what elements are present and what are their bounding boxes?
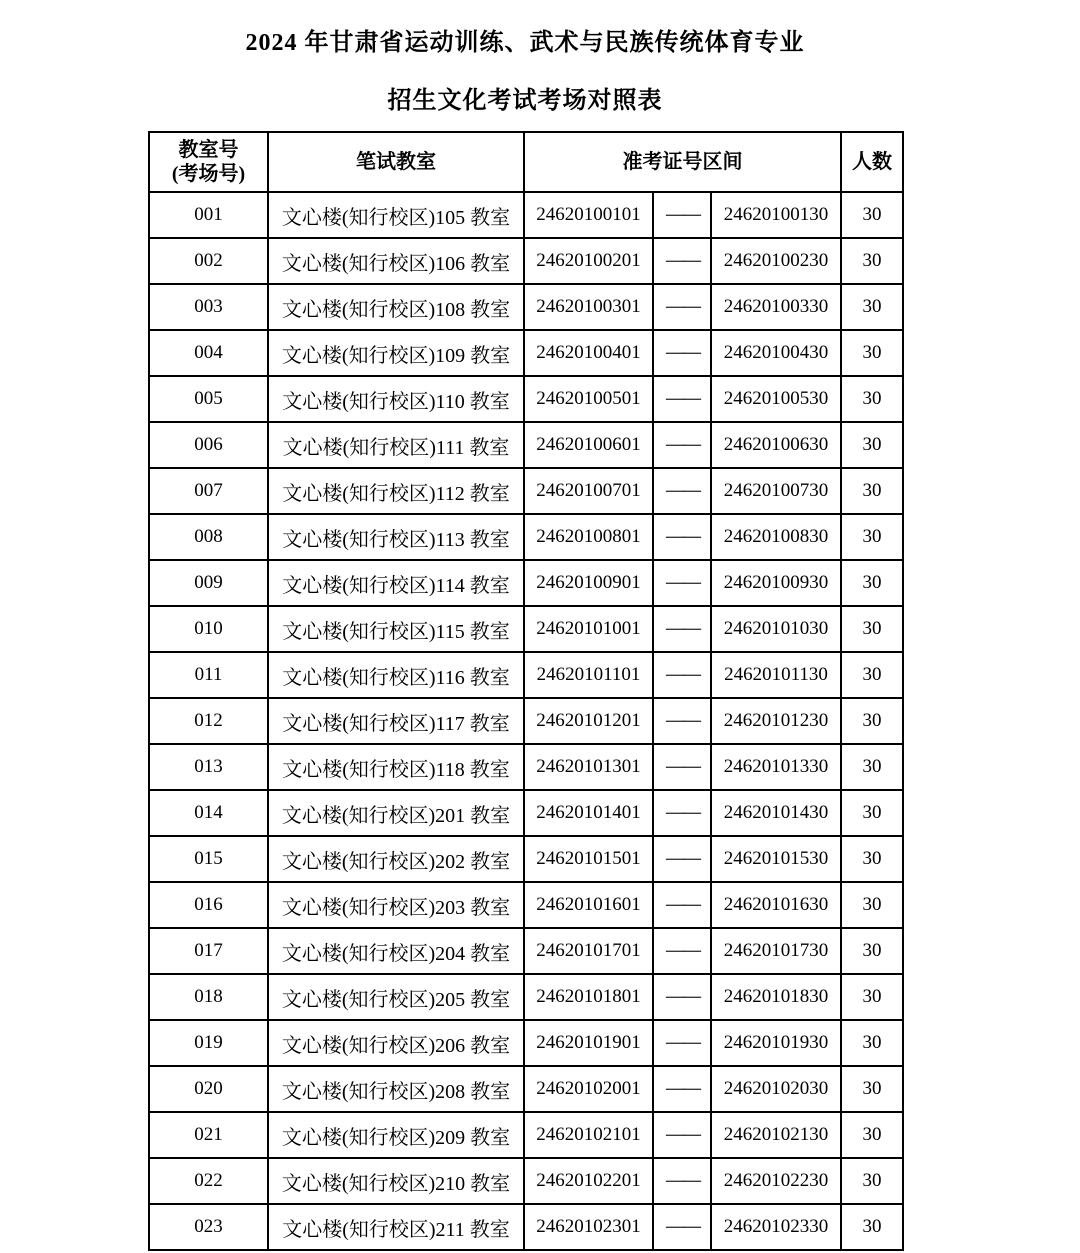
count-cell: 30 bbox=[841, 1020, 903, 1066]
room-number-cell: 006 bbox=[149, 422, 268, 468]
ticket-end-cell: 24620100130 bbox=[711, 192, 841, 238]
room-number-cell: 011 bbox=[149, 652, 268, 698]
count-cell: 30 bbox=[841, 422, 903, 468]
count-cell: 30 bbox=[841, 790, 903, 836]
room-number-cell: 023 bbox=[149, 1204, 268, 1250]
ticket-start-cell: 24620100401 bbox=[524, 330, 653, 376]
ticket-start-cell: 24620102101 bbox=[524, 1112, 653, 1158]
ticket-end-cell: 24620101730 bbox=[711, 928, 841, 974]
count-cell: 30 bbox=[841, 606, 903, 652]
room-number-cell: 002 bbox=[149, 238, 268, 284]
range-dash: —— bbox=[653, 974, 711, 1020]
ticket-start-cell: 24620101201 bbox=[524, 698, 653, 744]
classroom-cell: 文心楼(知行校区)202 教室 bbox=[268, 836, 524, 882]
classroom-cell: 文心楼(知行校区)116 教室 bbox=[268, 652, 524, 698]
room-number-cell: 013 bbox=[149, 744, 268, 790]
classroom-cell: 文心楼(知行校区)201 教室 bbox=[268, 790, 524, 836]
header-room-number-line2: (考场号) bbox=[171, 163, 246, 185]
ticket-end-cell: 24620101830 bbox=[711, 974, 841, 1020]
classroom-cell: 文心楼(知行校区)111 教室 bbox=[268, 422, 524, 468]
ticket-start-cell: 24620101301 bbox=[524, 744, 653, 790]
classroom-cell: 文心楼(知行校区)204 教室 bbox=[268, 928, 524, 974]
count-cell: 30 bbox=[841, 652, 903, 698]
ticket-end-cell: 24620101530 bbox=[711, 836, 841, 882]
ticket-end-cell: 24620100630 bbox=[711, 422, 841, 468]
ticket-end-cell: 24620100530 bbox=[711, 376, 841, 422]
table-row bbox=[149, 1204, 903, 1250]
classroom-cell: 文心楼(知行校区)203 教室 bbox=[268, 882, 524, 928]
count-cell: 30 bbox=[841, 238, 903, 284]
ticket-end-cell: 24620100730 bbox=[711, 468, 841, 514]
room-number-cell: 001 bbox=[149, 192, 268, 238]
table-row bbox=[149, 376, 903, 422]
ticket-start-cell: 24620101401 bbox=[524, 790, 653, 836]
ticket-start-cell: 24620102001 bbox=[524, 1066, 653, 1112]
count-cell: 30 bbox=[841, 1204, 903, 1250]
range-dash: —— bbox=[653, 606, 711, 652]
table-row bbox=[149, 606, 903, 652]
room-number-cell: 010 bbox=[149, 606, 268, 652]
count-cell: 30 bbox=[841, 560, 903, 606]
table-body bbox=[149, 192, 903, 1250]
classroom-cell: 文心楼(知行校区)105 教室 bbox=[268, 192, 524, 238]
range-dash: —— bbox=[653, 928, 711, 974]
header-room-number-line1: 教室号 bbox=[178, 139, 239, 161]
classroom-cell: 文心楼(知行校区)115 教室 bbox=[268, 606, 524, 652]
room-number-cell: 005 bbox=[149, 376, 268, 422]
range-dash: —— bbox=[653, 1112, 711, 1158]
classroom-cell: 文心楼(知行校区)117 教室 bbox=[268, 698, 524, 744]
ticket-end-cell: 24620100830 bbox=[711, 514, 841, 560]
ticket-end-cell: 24620101030 bbox=[711, 606, 841, 652]
ticket-end-cell: 24620101130 bbox=[711, 652, 841, 698]
classroom-cell: 文心楼(知行校区)110 教室 bbox=[268, 376, 524, 422]
table-row bbox=[149, 790, 903, 836]
ticket-start-cell: 24620100101 bbox=[524, 192, 653, 238]
room-number-cell: 022 bbox=[149, 1158, 268, 1204]
ticket-end-cell: 24620100930 bbox=[711, 560, 841, 606]
range-dash: —— bbox=[653, 192, 711, 238]
table-row bbox=[149, 698, 903, 744]
range-dash: —— bbox=[653, 790, 711, 836]
classroom-cell: 文心楼(知行校区)108 教室 bbox=[268, 284, 524, 330]
table-row bbox=[149, 836, 903, 882]
table-row bbox=[149, 882, 903, 928]
ticket-start-cell: 24620100801 bbox=[524, 514, 653, 560]
ticket-start-cell: 24620101001 bbox=[524, 606, 653, 652]
count-cell: 30 bbox=[841, 744, 903, 790]
range-dash: —— bbox=[653, 1204, 711, 1250]
count-cell: 30 bbox=[841, 330, 903, 376]
ticket-start-cell: 24620102301 bbox=[524, 1204, 653, 1250]
range-dash: —— bbox=[653, 284, 711, 330]
count-cell: 30 bbox=[841, 468, 903, 514]
range-dash: —— bbox=[653, 376, 711, 422]
ticket-start-cell: 24620100901 bbox=[524, 560, 653, 606]
classroom-cell: 文心楼(知行校区)118 教室 bbox=[268, 744, 524, 790]
table-row bbox=[149, 468, 903, 514]
range-dash: —— bbox=[653, 1066, 711, 1112]
ticket-end-cell: 24620101330 bbox=[711, 744, 841, 790]
classroom-cell: 文心楼(知行校区)112 教室 bbox=[268, 468, 524, 514]
count-cell: 30 bbox=[841, 928, 903, 974]
ticket-start-cell: 24620101501 bbox=[524, 836, 653, 882]
ticket-end-cell: 24620101430 bbox=[711, 790, 841, 836]
header-count: 人数 bbox=[841, 132, 903, 192]
count-cell: 30 bbox=[841, 1158, 903, 1204]
ticket-start-cell: 24620100601 bbox=[524, 422, 653, 468]
room-number-cell: 012 bbox=[149, 698, 268, 744]
range-dash: —— bbox=[653, 468, 711, 514]
range-dash: —— bbox=[653, 836, 711, 882]
classroom-cell: 文心楼(知行校区)205 教室 bbox=[268, 974, 524, 1020]
ticket-end-cell: 24620101930 bbox=[711, 1020, 841, 1066]
room-number-cell: 007 bbox=[149, 468, 268, 514]
ticket-end-cell: 24620101230 bbox=[711, 698, 841, 744]
count-cell: 30 bbox=[841, 1112, 903, 1158]
count-cell: 30 bbox=[841, 284, 903, 330]
range-dash: —— bbox=[653, 514, 711, 560]
range-dash: —— bbox=[653, 652, 711, 698]
classroom-cell: 文心楼(知行校区)106 教室 bbox=[268, 238, 524, 284]
classroom-cell: 文心楼(知行校区)209 教室 bbox=[268, 1112, 524, 1158]
ticket-end-cell: 24620100330 bbox=[711, 284, 841, 330]
table-row bbox=[149, 1020, 903, 1066]
room-number-cell: 008 bbox=[149, 514, 268, 560]
ticket-end-cell: 24620102030 bbox=[711, 1066, 841, 1112]
range-dash: —— bbox=[653, 330, 711, 376]
count-cell: 30 bbox=[841, 974, 903, 1020]
range-dash: —— bbox=[653, 422, 711, 468]
count-cell: 30 bbox=[841, 836, 903, 882]
ticket-start-cell: 24620100201 bbox=[524, 238, 653, 284]
ticket-start-cell: 24620100501 bbox=[524, 376, 653, 422]
room-number-cell: 014 bbox=[149, 790, 268, 836]
ticket-end-cell: 24620100430 bbox=[711, 330, 841, 376]
classroom-cell: 文心楼(知行校区)211 教室 bbox=[268, 1204, 524, 1250]
room-number-cell: 004 bbox=[149, 330, 268, 376]
range-dash: —— bbox=[653, 560, 711, 606]
ticket-end-cell: 24620102230 bbox=[711, 1158, 841, 1204]
count-cell: 30 bbox=[841, 698, 903, 744]
range-dash: —— bbox=[653, 238, 711, 284]
table-row bbox=[149, 1112, 903, 1158]
ticket-start-cell: 24620101101 bbox=[524, 652, 653, 698]
range-dash: —— bbox=[653, 882, 711, 928]
ticket-start-cell: 24620100301 bbox=[524, 284, 653, 330]
ticket-start-cell: 24620101901 bbox=[524, 1020, 653, 1066]
room-number-cell: 003 bbox=[149, 284, 268, 330]
exam-room-table bbox=[148, 131, 904, 1251]
table-row bbox=[149, 284, 903, 330]
classroom-cell: 文心楼(知行校区)208 教室 bbox=[268, 1066, 524, 1112]
range-dash: —— bbox=[653, 698, 711, 744]
table-row bbox=[149, 974, 903, 1020]
count-cell: 30 bbox=[841, 376, 903, 422]
classroom-cell: 文心楼(知行校区)210 教室 bbox=[268, 1158, 524, 1204]
ticket-end-cell: 24620101630 bbox=[711, 882, 841, 928]
range-dash: —— bbox=[653, 1158, 711, 1204]
count-cell: 30 bbox=[841, 192, 903, 238]
table-row bbox=[149, 1066, 903, 1112]
table-row bbox=[149, 560, 903, 606]
table-row bbox=[149, 1158, 903, 1204]
ticket-start-cell: 24620101701 bbox=[524, 928, 653, 974]
range-dash: —— bbox=[653, 1020, 711, 1066]
room-number-cell: 021 bbox=[149, 1112, 268, 1158]
page-title-line2: 招生文化考试考场对照表 bbox=[387, 88, 663, 114]
ticket-end-cell: 24620102330 bbox=[711, 1204, 841, 1250]
document-titles bbox=[148, 28, 902, 116]
room-number-cell: 017 bbox=[149, 928, 268, 974]
count-cell: 30 bbox=[841, 1066, 903, 1112]
room-number-cell: 009 bbox=[149, 560, 268, 606]
table-header-row bbox=[149, 132, 903, 192]
room-number-cell: 015 bbox=[149, 836, 268, 882]
ticket-end-cell: 24620102130 bbox=[711, 1112, 841, 1158]
classroom-cell: 文心楼(知行校区)113 教室 bbox=[268, 514, 524, 560]
count-cell: 30 bbox=[841, 514, 903, 560]
ticket-start-cell: 24620101801 bbox=[524, 974, 653, 1020]
ticket-start-cell: 24620100701 bbox=[524, 468, 653, 514]
table-row bbox=[149, 330, 903, 376]
ticket-start-cell: 24620102201 bbox=[524, 1158, 653, 1204]
ticket-end-cell: 24620100230 bbox=[711, 238, 841, 284]
table-row bbox=[149, 192, 903, 238]
table-row bbox=[149, 422, 903, 468]
page-title-line1: 2024 年甘肃省运动训练、武术与民族传统体育专业 bbox=[245, 30, 805, 56]
header-room-number bbox=[149, 132, 268, 192]
room-number-cell: 020 bbox=[149, 1066, 268, 1112]
room-number-cell: 019 bbox=[149, 1020, 268, 1066]
table-row bbox=[149, 514, 903, 560]
room-number-cell: 018 bbox=[149, 974, 268, 1020]
table-row bbox=[149, 928, 903, 974]
room-number-cell: 016 bbox=[149, 882, 268, 928]
ticket-start-cell: 24620101601 bbox=[524, 882, 653, 928]
table-row bbox=[149, 744, 903, 790]
classroom-cell: 文心楼(知行校区)114 教室 bbox=[268, 560, 524, 606]
header-classroom: 笔试教室 bbox=[268, 132, 524, 192]
range-dash: —— bbox=[653, 744, 711, 790]
table-row bbox=[149, 652, 903, 698]
classroom-cell: 文心楼(知行校区)109 教室 bbox=[268, 330, 524, 376]
header-ticket-range: 准考证号区间 bbox=[524, 132, 841, 192]
table-row bbox=[149, 238, 903, 284]
count-cell: 30 bbox=[841, 882, 903, 928]
classroom-cell: 文心楼(知行校区)206 教室 bbox=[268, 1020, 524, 1066]
